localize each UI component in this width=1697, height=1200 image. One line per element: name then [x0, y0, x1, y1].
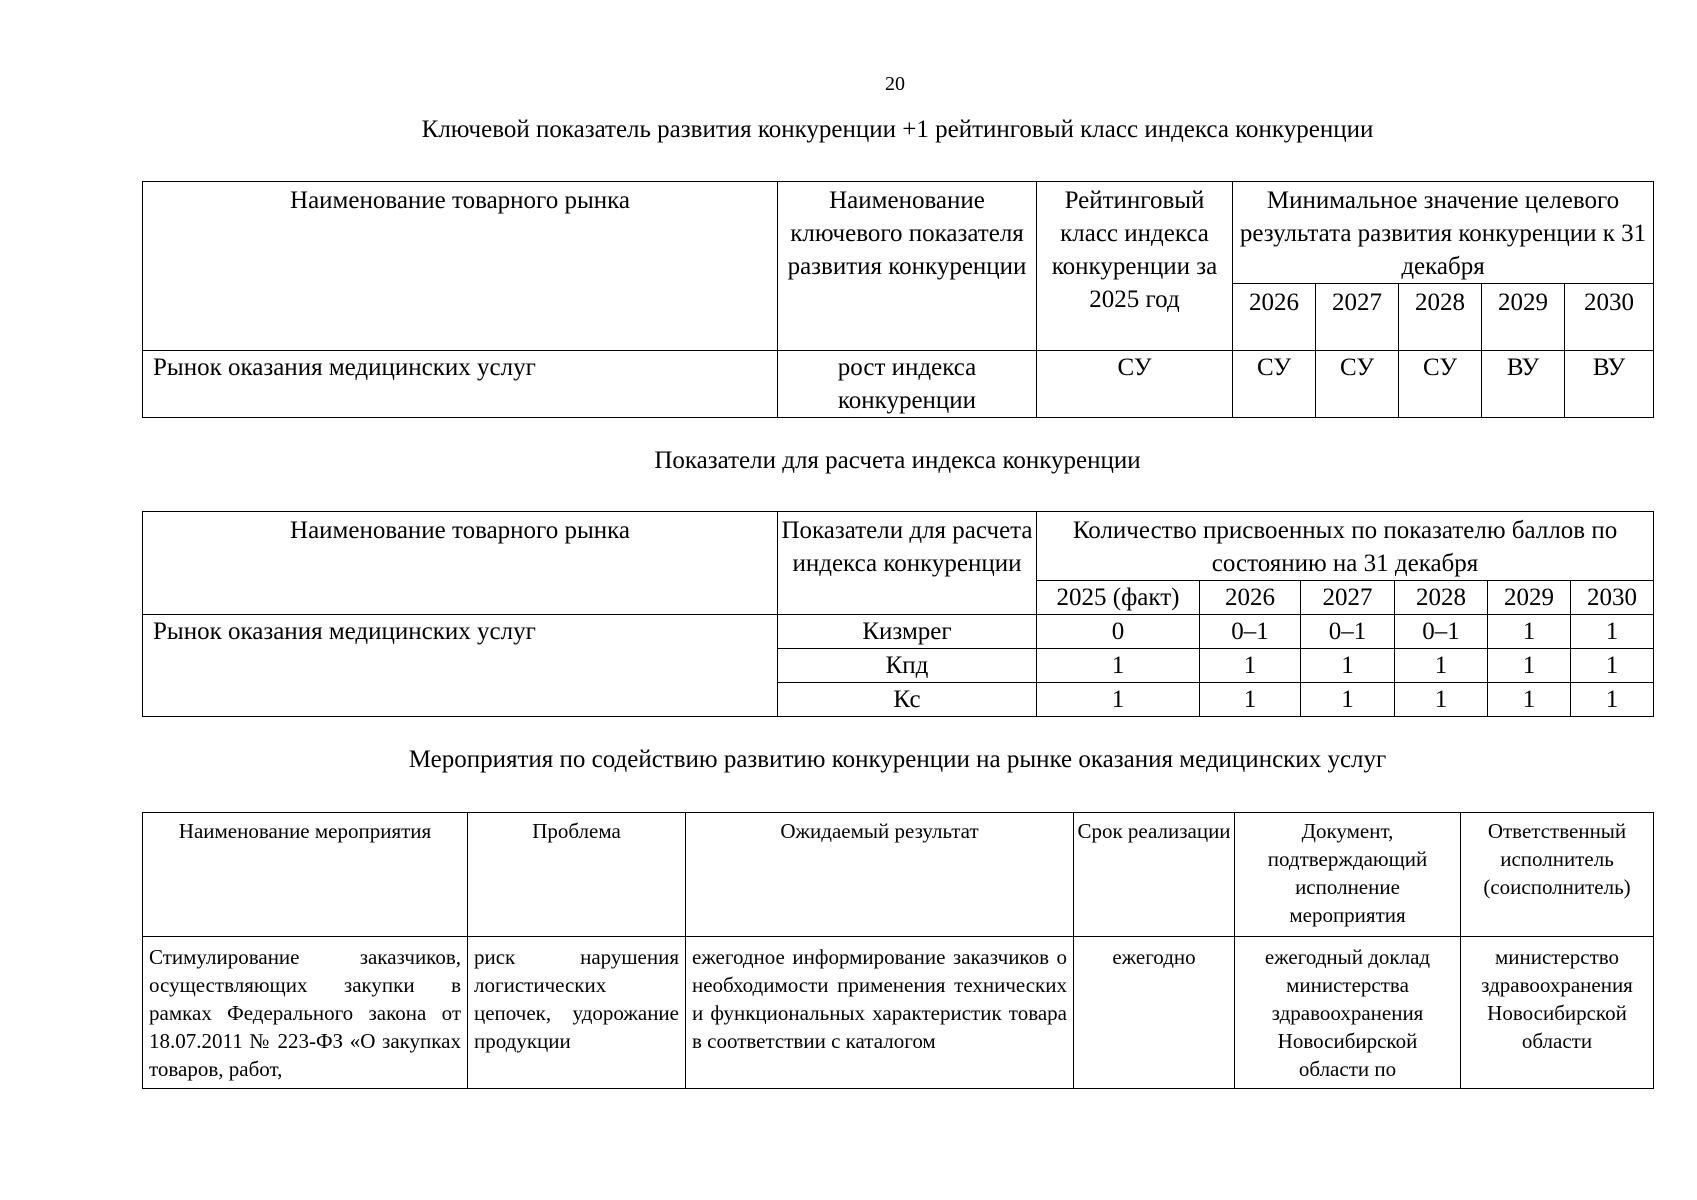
header-indicator: Наименование ключевого показателя развития конкуренции	[778, 182, 1037, 351]
value-cell: 1	[1571, 649, 1654, 683]
value-cell: СУ	[1399, 351, 1482, 418]
header-term: Срок реализации	[1074, 813, 1235, 937]
value-cell: 1	[1488, 615, 1571, 649]
value-cell: СУ	[1316, 351, 1399, 418]
header-year: 2030	[1571, 581, 1654, 615]
value-cell: 1	[1395, 649, 1488, 683]
term-cell: ежегодно	[1074, 937, 1235, 1089]
section3-title: Мероприятия по содействию развитию конкуренции на рынке оказания медицинских услуг	[408, 746, 1387, 773]
header-indicators: Показатели для расчета индекса конкуренции	[778, 512, 1037, 615]
value-cell: 1	[1488, 683, 1571, 717]
header-year: 2028	[1395, 581, 1488, 615]
value-cell: 1	[1571, 615, 1654, 649]
section2-title: Показатели для расчета индекса конкуренции	[654, 447, 1141, 474]
indicator-cell: Кизмрег	[778, 615, 1037, 649]
indicator-cell: Кпд	[778, 649, 1037, 683]
table-row	[143, 615, 1654, 649]
responsible-cell: министерство здравоохранения Новосибирской области	[1461, 937, 1654, 1089]
value-cell: 1	[1200, 683, 1301, 717]
header-rating-class: Рейтинговый класс индекса конкуренции за 2025 год	[1037, 182, 1233, 351]
header-year: 2026	[1233, 284, 1316, 351]
header-responsible: Ответственный исполнитель (соисполнитель)	[1461, 813, 1654, 937]
key-indicator-table	[142, 181, 1654, 418]
header-year: 2026	[1200, 581, 1301, 615]
indicator-cell: Кс	[778, 683, 1037, 717]
header-market: Наименование товарного рынка	[143, 182, 778, 351]
value-cell: ВУ	[1482, 351, 1565, 418]
header-problem: Проблема	[468, 813, 686, 937]
value-cell: 0–1	[1395, 615, 1488, 649]
value-cell: 1	[1395, 683, 1488, 717]
market-cell: Рынок оказания медицинских услуг	[143, 615, 778, 717]
measure-cell: Стимулирование заказчиков, осуществляющих закупки в рамках Федерального закона от 18.07.2011 № 223-ФЗ «О закупках товаров, работ,	[143, 937, 468, 1089]
header-market: Наименование товарного рынка	[143, 512, 778, 615]
section1-title: Ключевой показатель развития конкуренции +1 рейтинговый класс индекса конкуренции	[421, 116, 1374, 143]
value-cell: 1	[1037, 683, 1200, 717]
header-year: 2027	[1301, 581, 1395, 615]
header-min-value: Минимальное значение целевого результата развития конкуренции к 31 декабря	[1233, 182, 1654, 284]
header-year: 2029	[1488, 581, 1571, 615]
value-cell: 0–1	[1301, 615, 1395, 649]
header-document: Документ, подтверждающий исполнение мероприятия	[1235, 813, 1461, 937]
value-cell: 0	[1037, 615, 1200, 649]
value-cell: ВУ	[1565, 351, 1654, 418]
table-row	[143, 937, 1654, 1089]
indicator-cell: рост индекса конкуренции	[778, 351, 1037, 418]
competition-index-table	[142, 511, 1654, 717]
value-cell: 1	[1200, 649, 1301, 683]
value-cell: 0–1	[1200, 615, 1301, 649]
header-result: Ожидаемый результат	[686, 813, 1074, 937]
header-year: 2027	[1316, 284, 1399, 351]
value-cell: 1	[1301, 683, 1395, 717]
header-points: Количество присвоенных по показателю баллов по состоянию на 31 декабря	[1037, 512, 1654, 581]
problem-cell: риск нарушения логистических цепочек, удорожание продукции	[468, 937, 686, 1089]
result-cell: ежегодное информирование заказчиков о необходимости применения технических и функциональных характеристик товара в соответствии с каталогом	[686, 937, 1074, 1089]
header-year: 2025 (факт)	[1037, 581, 1200, 615]
value-cell: 1	[1037, 649, 1200, 683]
page-number: 20	[885, 73, 905, 95]
header-measure: Наименование мероприятия	[143, 813, 468, 937]
rating-class-cell: СУ	[1037, 351, 1233, 418]
header-year: 2028	[1399, 284, 1482, 351]
value-cell: 1	[1571, 683, 1654, 717]
document-cell: ежегодный доклад министерства здравоохранения Новосибирской области по	[1235, 937, 1461, 1089]
table-row	[143, 351, 1654, 418]
header-year: 2030	[1565, 284, 1654, 351]
value-cell: 1	[1488, 649, 1571, 683]
market-cell: Рынок оказания медицинских услуг	[143, 351, 778, 418]
value-cell: 1	[1301, 649, 1395, 683]
value-cell: СУ	[1233, 351, 1316, 418]
measures-table	[142, 812, 1654, 1089]
header-year: 2029	[1482, 284, 1565, 351]
